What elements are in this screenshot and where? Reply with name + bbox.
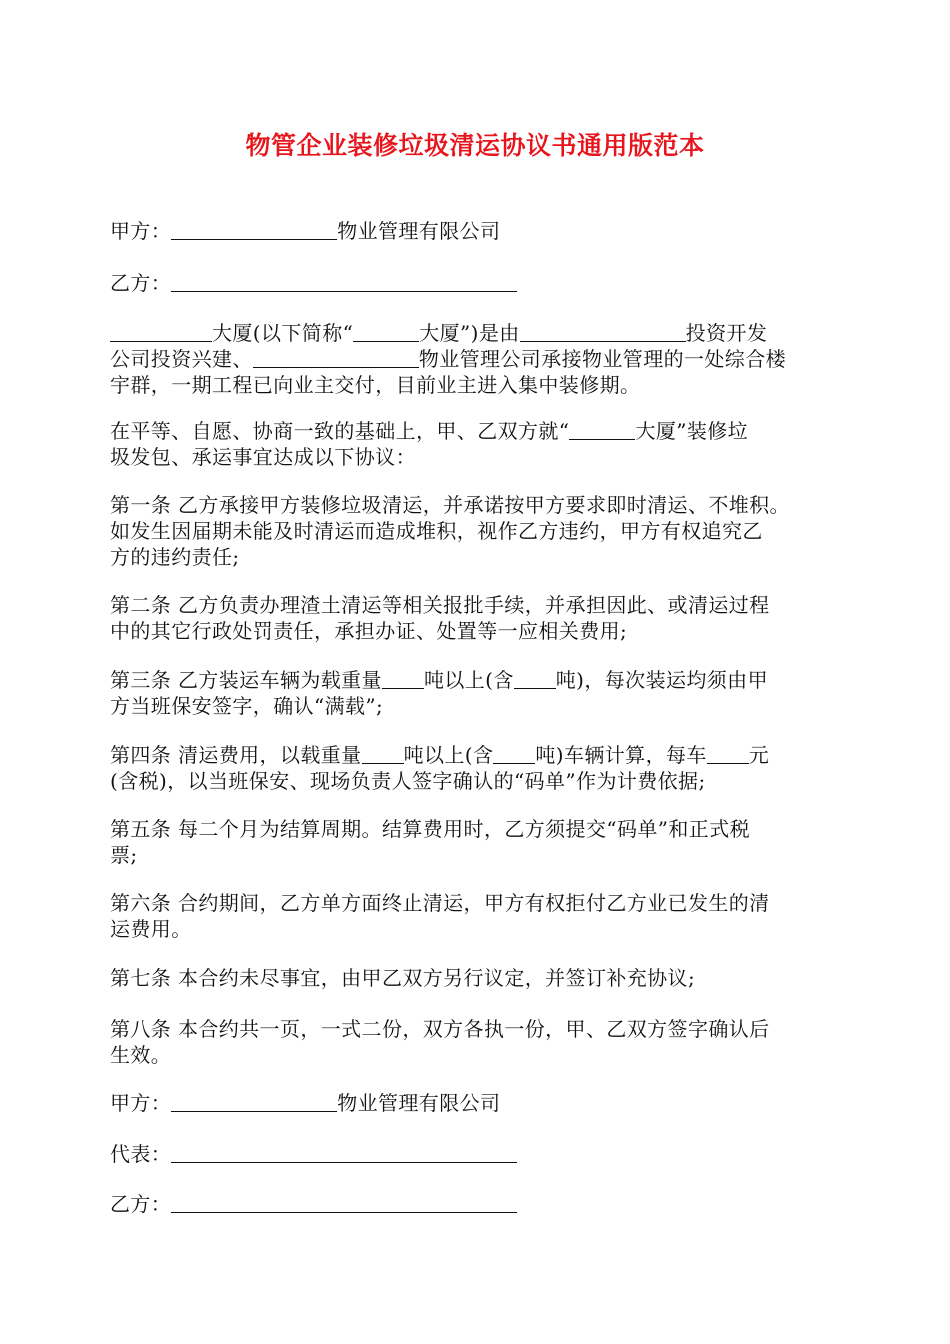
preamble-text: 大厦”装修垃 [635,419,749,443]
signature-rep-blank[interactable] [171,1144,517,1163]
property-company-blank[interactable] [253,349,419,368]
article-text: 第六条 合约期间，乙方单方面终止清运，甲方有权拒付乙方业已发生的清 [110,891,770,915]
article-text: 票; [110,843,138,867]
party-b-line [110,270,845,296]
building-name-blank[interactable] [110,323,212,342]
preamble-text: 圾发包、承运事宜达成以下协议： [110,445,416,469]
article-text: 方的违约责任; [110,545,240,569]
signature-representative [110,1141,845,1167]
party-a-label: 甲方： [110,219,172,243]
document-title: 物管企业装修垃圾清运协议书通用版范本 [245,131,705,160]
tonnage-incl-blank[interactable] [493,745,535,764]
article-5 [110,816,845,868]
signature-suffix: 物业管理有限公司 [337,1091,501,1115]
intro-text: 投资开发 [685,321,768,345]
party-b-label: 乙方： [110,271,172,295]
building-blank[interactable] [569,421,635,440]
article-text: 元 [748,743,770,767]
article-text: 第七条 本合约未尽事宜，由甲乙双方另行议定，并签订补充协议; [110,966,696,990]
signature-party-a-blank[interactable] [171,1093,337,1112]
party-a-blank[interactable] [171,221,337,240]
party-a-line [110,218,845,244]
article-text: 第八条 本合约共一页，一式二份，双方各执一份，甲、乙双方签字确认后 [110,1017,770,1041]
article-text: 如发生因届期未能及时清运而造成堆积，视作乙方违约，甲方有权追究乙 [110,519,763,543]
article-text: 吨以上(含 [423,668,514,692]
article-text: 吨以上(含 [403,743,494,767]
signature-party-a [110,1090,845,1116]
preamble-paragraph [110,418,845,470]
article-1 [110,492,845,570]
article-text: 第四条 清运费用，以载重量 [110,743,362,767]
building-short-blank[interactable] [353,323,419,342]
article-text: 吨)，每次装运均须由甲 [555,668,768,692]
article-text: 第一条 乙方承接甲方装修垃圾清运，并承诺按甲方要求即时清运、不堆积。 [110,493,790,517]
tonnage-blank[interactable] [362,745,404,764]
party-b-blank[interactable] [171,273,517,292]
article-4 [110,742,845,794]
intro-text: 公司投资兴建、 [110,347,253,371]
article-2 [110,592,845,644]
intro-paragraph [110,320,845,398]
article-3 [110,667,845,719]
party-a-suffix: 物业管理有限公司 [337,219,501,243]
intro-text: 大厦(以下简称“ [212,321,354,345]
signature-label: 乙方： [110,1192,172,1216]
article-text: 第五条 每二个月为结算周期。结算费用时，乙方须提交“码单”和正式税 [110,817,751,841]
article-text: 第二条 乙方负责办理渣土清运等相关报批手续，并承担因此、或清运过程 [110,593,770,617]
article-text: (含税)，以当班保安、现场负责人签字确认的“码单”作为计费依据; [110,769,706,793]
article-6 [110,890,845,942]
preamble-text: 在平等、自愿、协商一致的基础上，甲、乙双方就“ [110,419,570,443]
article-7 [110,965,845,991]
signature-party-b-blank[interactable] [171,1194,517,1213]
signature-label: 代表： [110,1142,172,1166]
article-text: 第三条 乙方装运车辆为载重量 [110,668,382,692]
price-blank[interactable] [707,745,749,764]
signature-label: 甲方： [110,1091,172,1115]
intro-text: 宇群，一期工程已向业主交付，目前业主进入集中装修期。 [110,373,641,397]
investor-blank[interactable] [520,323,686,342]
intro-text: 大厦”)是由 [419,321,520,345]
article-text: 吨)车辆计算，每车 [535,743,707,767]
intro-text: 物业管理公司承接物业管理的一处综合楼 [418,347,787,371]
article-text: 中的其它行政处罚责任，承担办证、处置等一应相关费用; [110,619,628,643]
article-text: 运费用。 [110,917,192,941]
article-text: 方当班保安签字，确认“满载”; [110,694,384,718]
signature-party-b [110,1191,845,1217]
tonnage-incl-blank[interactable] [514,670,556,689]
article-8 [110,1016,845,1068]
article-text: 生效。 [110,1043,172,1067]
tonnage-blank[interactable] [382,670,424,689]
